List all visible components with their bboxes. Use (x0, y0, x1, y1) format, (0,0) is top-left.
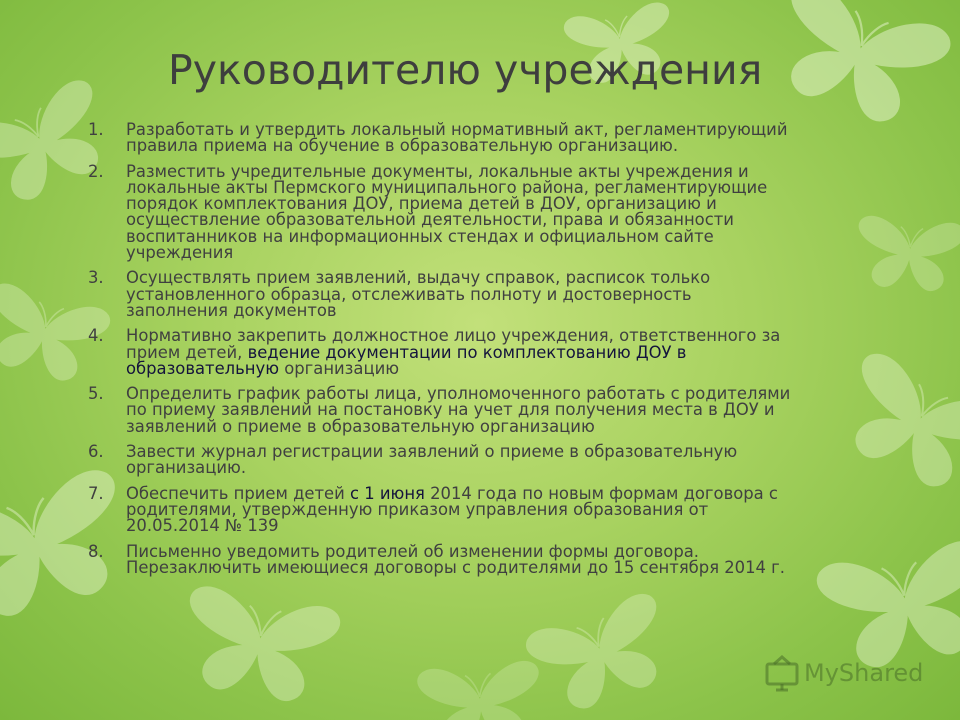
list-item-number: 4. (88, 326, 104, 346)
text-line: порядок комплектования ДОУ, приема детей в ДОУ, организацию и (126, 194, 717, 214)
list-item-text (126, 161, 878, 263)
text-line: организацию (279, 358, 400, 378)
text-line: 2014 года по новым формам договора с (424, 483, 778, 503)
watermark-text: MyShared (804, 659, 924, 687)
text-line: установленного образца, отслеживать полноту и достоверность (126, 284, 692, 304)
highlighted-text: образовательную (126, 358, 280, 378)
text-line: прием детей, (126, 342, 248, 362)
task-list (88, 122, 878, 585)
text-line: 20.05.2014 № 139 (126, 516, 279, 536)
highlighted-date: с 1 июня (350, 483, 425, 503)
text-line: Осуществлять прием заявлений, выдачу справок, расписок только (126, 268, 711, 288)
list-item-text (126, 483, 878, 536)
text-line: по приему заявлений на постановку на учет для получения места в ДОУ и (126, 400, 775, 420)
text-line: осуществление образовательной деятельности, права и обязанности (126, 210, 734, 230)
highlighted-text: ведение документации по комплектованию ДОУ в (247, 342, 687, 362)
text-line: Письменно уведомить родителей об изменении формы договора. (126, 541, 699, 561)
text-line: Нормативно закрепить должностное лицо учреждения, ответственного за (126, 326, 781, 346)
list-item (88, 386, 878, 435)
list-item-number: 2. (88, 161, 104, 181)
list-item-text (126, 444, 878, 477)
text-line: правила приема на обучение в образовательную организацию. (126, 136, 679, 156)
list-item (88, 328, 878, 377)
text-line: родителями, утвержденную приказом управления образования от (126, 499, 709, 519)
list-item-text (126, 270, 878, 319)
text-line: заявлений о приеме в образовательную организацию (126, 416, 595, 436)
text-line: Завести журнал регистрации заявлений о приеме в образовательную (126, 442, 738, 462)
list-item-text (126, 541, 878, 577)
text-line: Определить график работы лица, уполномоченного работать с родителями (126, 384, 791, 404)
text-line: заполнения документов (126, 300, 337, 320)
text-line: Разместить учредительные документы, локальные акты учреждения и (126, 161, 749, 181)
butterfly-icon (417, 660, 544, 720)
text-line: локальные акты Пермского муниципального района, регламентирующие (126, 177, 768, 197)
text-line: организацию. (126, 458, 247, 478)
list-item-number: 6. (88, 442, 104, 462)
text-line: учреждения (126, 243, 234, 263)
list-item-number: 8. (88, 541, 104, 561)
myshared-watermark[interactable] (764, 654, 923, 692)
list-item-number: 3. (88, 268, 104, 288)
list-item-text (126, 122, 878, 155)
list-item-text (126, 386, 878, 435)
text-line: Перезаключить имеющиеся договоры с родителями до 15 сентября 2014 г. (126, 557, 786, 577)
list-item (88, 270, 878, 319)
list-item-number: 5. (88, 384, 104, 404)
list-item-text (126, 328, 878, 377)
list-item-number: 7. (88, 483, 104, 503)
list-item (88, 483, 878, 536)
text-line: Обеспечить прием детей (126, 483, 351, 503)
butterfly-icon (761, 0, 955, 136)
text-line: Разработать и утвердить локальный нормативный акт, регламентирующий (126, 120, 788, 139)
text-line: воспитанников на информационных стендах и официальном сайте (126, 226, 714, 246)
slide-title: Руководителю учреждения (168, 46, 763, 94)
butterfly-icon (523, 590, 681, 720)
list-item-number: 1. (88, 120, 104, 139)
list-item (88, 122, 878, 155)
butterfly-icon (176, 584, 342, 708)
list-item (88, 444, 878, 477)
list-item (88, 541, 878, 577)
list-item (88, 161, 878, 263)
myshared-logo-icon (764, 654, 800, 692)
